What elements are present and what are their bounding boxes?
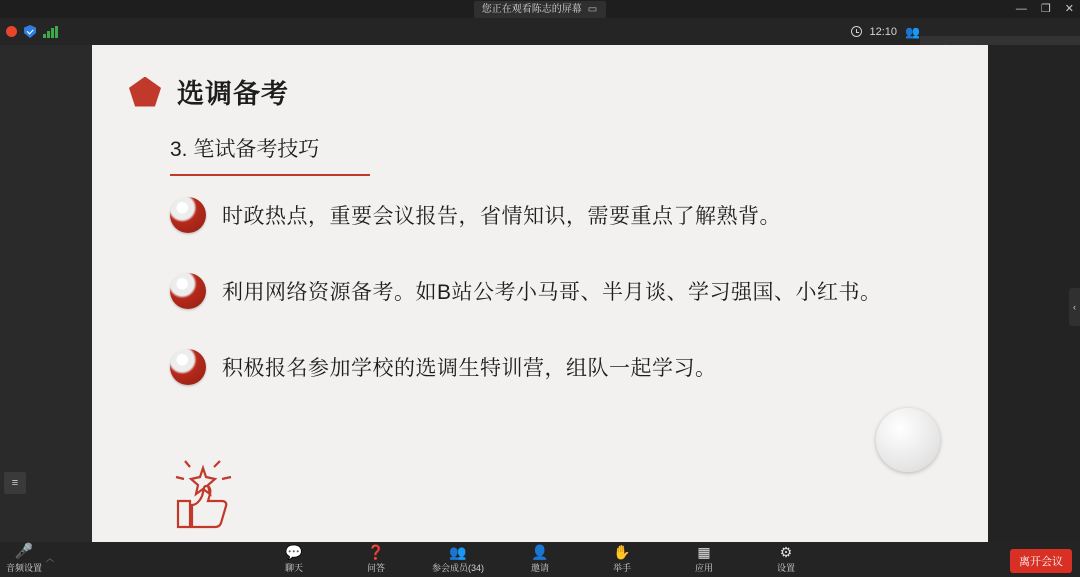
slide-title-row [129, 72, 289, 111]
slide-subtitle: 3. 笔试备考技巧 [170, 133, 370, 176]
toolbar-item-label: 举手 [612, 563, 631, 573]
toolbar-item-label: 应用 [694, 563, 713, 573]
bullet-dot-icon [170, 273, 206, 309]
slide-title: 选调备考 [177, 79, 289, 109]
meeting-time: 12:10 [869, 25, 898, 38]
slide-bullet-list [170, 197, 970, 425]
toolbar-item-raise-hand[interactable] [594, 545, 650, 574]
pentagon-icon [129, 77, 161, 107]
record-dot-icon[interactable] [6, 26, 17, 37]
toolbar-items [0, 542, 1080, 577]
bullet-text: 利用网络资源备考。如B站公考小马哥、半月谈、学习强国、小红书。 [222, 281, 882, 304]
meeting-statusbar [0, 18, 1080, 45]
toolbar-item-participants[interactable] [430, 545, 486, 574]
signal-bars-icon[interactable] [43, 26, 58, 38]
invite-icon: 👤 [531, 544, 549, 560]
status-right-group [851, 18, 920, 45]
screen-share-notice [474, 1, 606, 18]
toolbar-item-apps[interactable] [676, 545, 732, 574]
toolbar-item-label: 聊天 [284, 563, 303, 573]
status-left-group [6, 18, 58, 45]
bullet-text: 时政热点，重要会议报告，省情知识，需要重点了解熟背。 [222, 205, 781, 228]
chevron-up-icon[interactable]: ︿ [46, 554, 55, 563]
audio-settings-label: 音频设置 [6, 563, 43, 573]
toolbar-item-label: 设置 [776, 563, 795, 573]
list-item [170, 273, 970, 309]
toolbar-item-label: 参会成员(34) [431, 563, 484, 573]
maximize-button[interactable]: ❐ [1040, 3, 1051, 15]
bullet-dot-icon [170, 197, 206, 233]
close-button[interactable]: ✕ [1064, 3, 1074, 15]
list-item [170, 349, 970, 385]
toolbar-item-qa[interactable] [348, 545, 404, 574]
share-notice-label: 您正在观看陈志的屏幕 [481, 3, 582, 15]
window-controls [1016, 0, 1074, 18]
people-icon[interactable]: 👥 [905, 24, 920, 39]
toolbar-item-label: 问答 [366, 563, 385, 573]
hand-icon: ✋ [613, 544, 631, 560]
bullet-dot-icon [170, 349, 206, 385]
leave-meeting-button[interactable]: 离开会议 [1010, 549, 1072, 573]
shared-slide [92, 45, 988, 542]
meeting-toolbar [0, 542, 1080, 577]
apps-icon: ▦ [697, 544, 711, 560]
chevron-left-icon[interactable]: ‹ [1069, 288, 1080, 326]
bullet-text: 积极报名参加学校的选调生特训营，组队一起学习。 [222, 357, 717, 380]
window-titlebar [0, 0, 1080, 18]
qa-icon: ❓ [367, 544, 385, 560]
thumbs-up-with-star-icon [170, 455, 240, 530]
toolbar-item-invite[interactable] [512, 545, 568, 574]
people-icon: 👥 [449, 544, 467, 560]
gear-icon: ⚙ [779, 544, 793, 560]
cursor-highlight [876, 408, 940, 472]
toolbar-item-chat[interactable] [266, 545, 322, 574]
stage-right-strip [988, 45, 1080, 542]
toolbar-item-settings[interactable] [758, 545, 814, 574]
shared-screen-stage [0, 45, 1080, 542]
toolbar-item-label: 邀请 [530, 563, 549, 573]
chat-icon: 💬 [285, 544, 303, 560]
clock-icon [851, 26, 862, 37]
list-icon[interactable]: ≡ [4, 472, 26, 494]
shield-check-icon[interactable] [24, 25, 36, 38]
microphone-icon: 🎤 [14, 543, 34, 560]
stage-left-strip [0, 45, 92, 542]
minimize-button[interactable]: — [1015, 3, 1027, 15]
stop-share-icon[interactable]: ▭ [587, 3, 599, 15]
list-item [170, 197, 970, 233]
